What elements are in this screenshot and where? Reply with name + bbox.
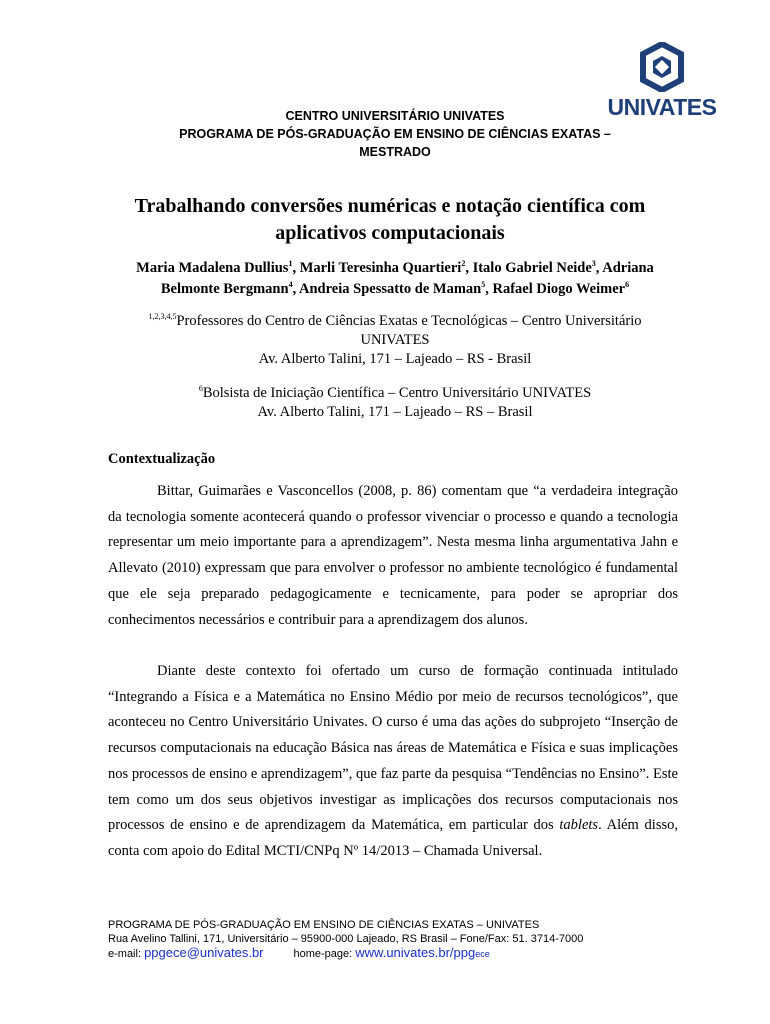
paragraph-text: . Além disso, conta com apoio do Edital MCTI/CNPq Nº 14/2013 – Chamada Universal. xyxy=(108,817,678,859)
univates-emblem-icon xyxy=(638,42,686,92)
program-name: PROGRAMA DE PÓS-GRADUAÇÃO EM ENSINO DE CIÊNCIAS EXATAS – xyxy=(179,127,611,141)
author-sup: 6 xyxy=(625,280,630,290)
author-name: , Adriana xyxy=(595,260,654,276)
affiliation-sup: 6 xyxy=(198,384,203,394)
homepage-link[interactable]: www.univates.br/ppgece xyxy=(355,945,490,960)
title-line-2: aplicativos computacionais xyxy=(275,222,505,244)
affiliation-text: Bolsista de Iniciação Científica – Centro Universitário UNIVATES xyxy=(202,385,592,401)
author-name: Maria Madalena Dullius xyxy=(136,260,289,276)
author-name: Belmonte Bergmann xyxy=(160,281,289,297)
affiliation-text: UNIVATES xyxy=(360,332,430,348)
author-sup: 3 xyxy=(591,259,596,269)
body-paragraph-1 xyxy=(108,479,678,633)
footer-address: Rua Avelino Tallini, 171, Universitário – 95900-000 Lajeado, RS Brasil – Fone/Fax: 51. 3714-7000 xyxy=(108,932,584,945)
paragraph-text: Diante deste contexto foi ofertado um curso de formação continuada intitulado “Integrando a Física e a Matemática no Ensino Médio por meio de recursos tecnológicos”, que aconteceu no Centro Universitário Univates. O curso é uma das ações do subprojeto “Inserção de recursos computacionais na educação Básica nas áreas de Matemática e Física e suas implicações nos processos de ensino e aprendizagem”, que faz parte da pesquisa “Tendências no Ensino”. Este tem como um dos seus objetivos investigar as implicações dos recursos computacionais nos processos de ensino e de aprendizagem da Matemática, em particular dos xyxy=(108,663,678,834)
affiliation-text: Professores do Centro de Ciências Exatas e Tecnológicas – Centro Universitário xyxy=(176,313,642,329)
paragraph-italic: tablets xyxy=(559,817,599,834)
author-sup: 5 xyxy=(481,280,486,290)
affiliation-2 xyxy=(90,384,700,422)
body-paragraph-2 xyxy=(108,659,678,865)
logo-text: UNIVATES xyxy=(607,94,717,120)
section-heading: Contextualização xyxy=(108,451,216,467)
author-name: , Andreia Spessatto de Maman xyxy=(292,281,482,297)
author-sup: 2 xyxy=(461,259,466,269)
footer-homepage-label: home-page: xyxy=(293,948,356,960)
affiliation-sup: 1,2,3,4,5 xyxy=(148,312,177,322)
paper-title xyxy=(90,193,690,247)
paragraph-text: Bittar, Guimarães e Vasconcellos (2008, p. 86) comentam que “a verdadeira integração da tecnologia somente acontecerá quando o professor vivenciar o processo e quando a tecnologia representar um meio importante para a aprendizagem”. Nesta mesma linha argumentativa Jahn e Allevato (2010) expressam que para envolver o professor no ambiente tecnológico é fundamental que ele seja preparado pedagogicamente e tecnicamente, para poder se apropriar dos conhecimentos necessários e contribuir para a aprendizagem dos alunos. xyxy=(108,483,678,628)
affiliation-address: Av. Alberto Talini, 171 – Lajeado – RS – Brasil xyxy=(257,404,533,420)
program-degree: MESTRADO xyxy=(359,145,431,159)
author-name: , Italo Gabriel Neide xyxy=(465,260,592,276)
author-sup: 1 xyxy=(288,259,293,269)
author-sup: 4 xyxy=(288,280,293,290)
footer-program: PROGRAMA DE PÓS-GRADUAÇÃO EM ENSINO DE CIÊNCIAS EXATAS – UNIVATES xyxy=(108,919,540,931)
institution-name: CENTRO UNIVERSITÁRIO UNIVATES xyxy=(285,109,505,123)
page-footer xyxy=(108,919,668,962)
author-name: , Rafael Diogo Weimer xyxy=(485,281,626,297)
affiliation-1 xyxy=(90,312,700,369)
email-link[interactable]: ppgece@univates.br xyxy=(144,945,264,960)
title-line-1: Trabalhando conversões numéricas e notação científica com xyxy=(134,195,646,217)
footer-email-label: e-mail: xyxy=(108,948,145,960)
affiliation-address: Av. Alberto Talini, 171 – Lajeado – RS - Brasil xyxy=(258,351,532,367)
author-list xyxy=(90,258,700,300)
author-name: , Marli Teresinha Quartieri xyxy=(292,260,462,276)
